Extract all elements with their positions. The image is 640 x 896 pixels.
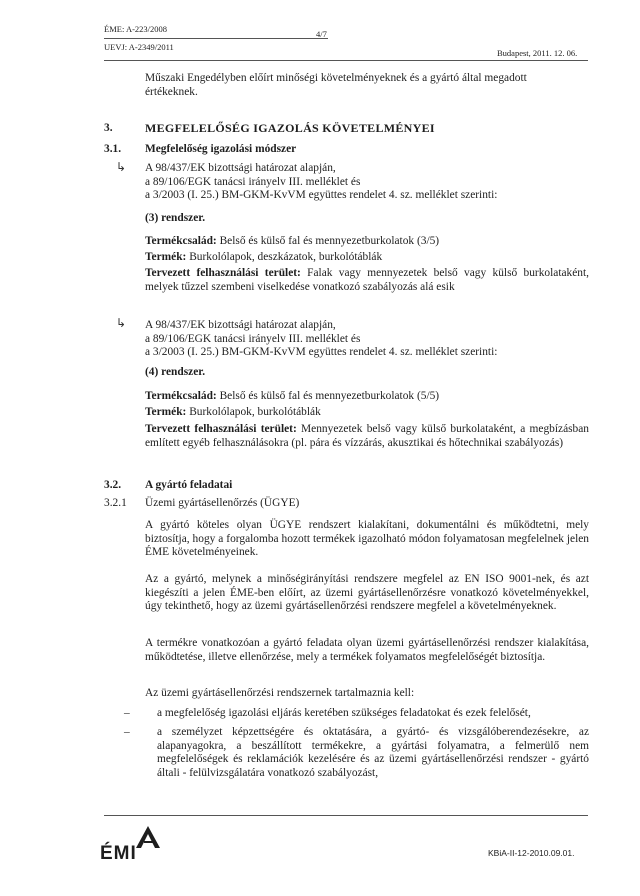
bullet-dash: –: [124, 707, 130, 719]
section-3-2-1-title: Üzemi gyártásellenőrzés (ÜGYE): [145, 497, 300, 509]
section-3-1-number: 3.1.: [104, 143, 122, 155]
emi-logo-icon: [100, 822, 162, 862]
product-family-1: Termékcsalád: Belső és külső fal és mennyezetburkolatok (3/5): [145, 235, 440, 247]
intended-use-1: Tervezett felhasználási terület: Falak vagy mennyezetek belső vagy külső burkolataként, melyek tűzzel szembeni viselkedése vonatkozó szabályozás alá esik: [145, 267, 590, 293]
section-3-2-1-number: 3.2.1: [104, 497, 127, 509]
paragraph-ugye: A gyártó köteles olyan ÜGYE rendszert kialakítani, dokumentálni és működtetni, mely biztosítja, hogy a forgalomba hozott termékek igazolható módon folyamatosan megfelelnek jelen ÉME követelményeinek.: [145, 519, 589, 559]
product-1: Termék: Burkolólapok, deszkázatok, burkolótáblák: [145, 251, 383, 263]
product-2: Termék: Burkolólapok, burkolótáblák: [145, 406, 321, 418]
section-3-number: 3.: [104, 122, 113, 134]
header-rule-top: [104, 38, 328, 39]
product-family-2: Termékcsalád: Belső és külső fal és mennyezetburkolatok (5/5): [145, 390, 440, 402]
header-rule: [104, 60, 588, 61]
system-3: (3) rendszer.: [145, 212, 206, 224]
emi-logo: [100, 822, 162, 862]
page-number: 4/7: [316, 29, 327, 39]
arrow-icon: ↳: [116, 316, 127, 330]
uevj-id: UEVJ: A-2349/2011: [104, 42, 174, 52]
section-3-title: MEGFELELŐSÉG IGAZOLÁS KÖVETELMÉNYEI: [145, 121, 435, 135]
paragraph-iso: Az a gyártó, melynek a minőségirányítási rendszere megfelel az EN ISO 9001-nek, és azt kiegészíti a jelen ÉME-ben előírt, az üzemi gyártásellenőrzésre vonatkozó követelményekkel, úgy tekinthető, hogy az üzemi gyártásellenőrzési rendszere megfelel a követelményeknek.: [145, 573, 589, 613]
method-block-2: A 98/437/EK bizottsági határozat alapján, a 89/106/EGK tanácsi irányelv III. melléklet és a 3/2003 (I. 25.) BM-GKM-KvVM együttes rendelet 4. sz. melléklet szerinti:: [145, 319, 498, 359]
form-code: KBiA-II-12-2010.09.01.: [488, 848, 575, 858]
place-date: Budapest, 2011. 12. 06.: [497, 48, 578, 58]
bullet-item: a megfelelőség igazolási eljárás keretében szükséges feladatokat és ezek felelősét,: [157, 707, 531, 719]
intended-use-2: Tervezett felhasználási terület: Mennyezetek belső vagy külső burkolataként, a megbízásban említett egyéb felhasználásokra (pl. pára és vízzárás, akusztikai és hőtechnikai szabályozás): [145, 423, 589, 449]
bullet-dash: –: [124, 726, 130, 738]
section-3-2-title: A gyártó feladatai: [145, 479, 233, 491]
arrow-icon: ↳: [116, 160, 127, 174]
intro-text: Műszaki Engedélyben előírt minőségi követelményeknek és a gyártó által megadott értékeknek.: [145, 72, 527, 98]
section-3-2-number: 3.2.: [104, 479, 122, 491]
svg-text:ÉMI: ÉMI: [100, 843, 137, 862]
bullet-item: a személyzet képzettségére és oktatására, a gyártó- és vizsgálóberendezésekre, az alapanyagokra, a beszállított termékekre, a gyártási folyamatra, a felmerülő nem megfelelőségek és reklamációk kezelésére és az üzemi gyártásellenőrzési rendszer - gyártó általi - felülvizsgálatára vonatkozó szabályozást,: [157, 726, 589, 779]
doc-id: ÉME: A-223/2008: [104, 24, 168, 34]
paragraph-task: A termékre vonatkozóan a gyártó feladata olyan üzemi gyártásellenőrzési rendszer kialakítása, működtetése, illetve ellenőrzése, mely a termékek folyamatos megfelelőségét biztosítja.: [145, 637, 589, 663]
paragraph-contents: Az üzemi gyártásellenőrzési rendszernek tartalmaznia kell:: [145, 687, 415, 699]
footer-rule: [104, 815, 588, 816]
method-block-1: A 98/437/EK bizottsági határozat alapján, a 89/106/EGK tanácsi irányelv III. melléklet és a 3/2003 (I. 25.) BM-GKM-KvVM együttes rendelet 4. sz. melléklet szerinti:: [145, 162, 498, 202]
section-3-1-title: Megfelelőség igazolási módszer: [145, 143, 297, 155]
system-4: (4) rendszer.: [145, 366, 206, 378]
